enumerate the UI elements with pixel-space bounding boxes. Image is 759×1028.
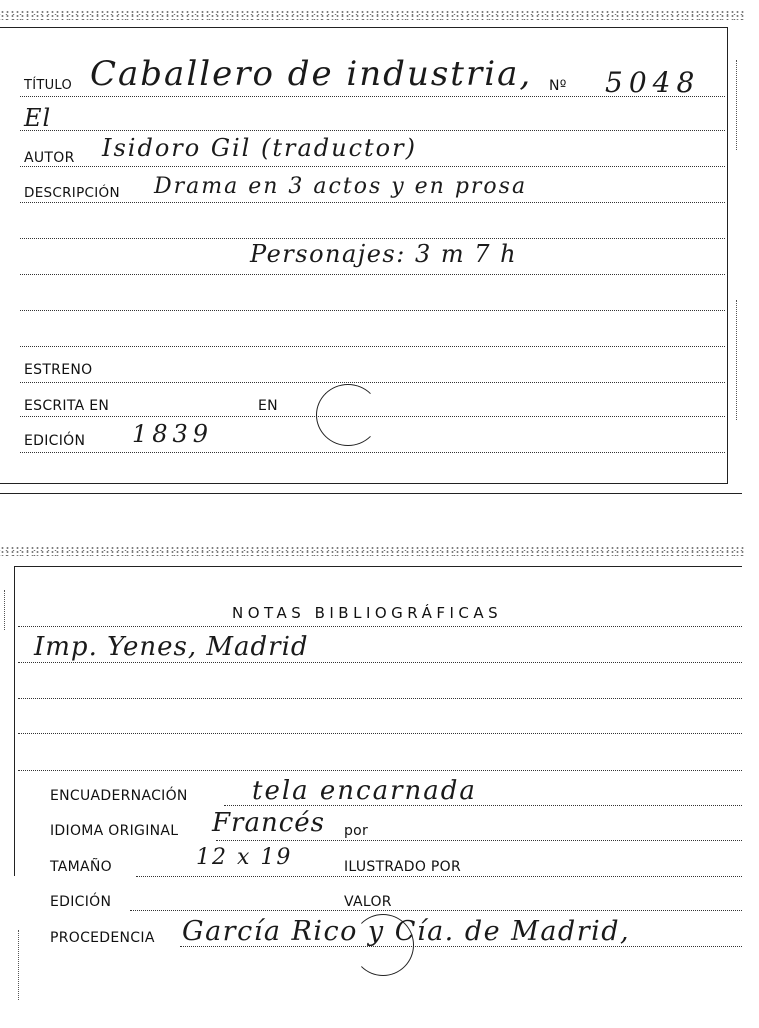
rule-line xyxy=(20,166,725,167)
punch-hole xyxy=(316,384,380,446)
value-edicion: 1839 xyxy=(132,420,214,448)
rule-line xyxy=(18,698,742,699)
label-edicion: EDICIÓN xyxy=(24,433,86,449)
label-titulo: TÍTULO xyxy=(24,78,73,93)
value-numero: 5048 xyxy=(605,66,701,99)
rule-line xyxy=(130,910,742,911)
rule-line xyxy=(20,346,725,347)
value-autor: Isidoro Gil (traductor) xyxy=(102,134,417,162)
label-valor: VALOR xyxy=(344,894,392,910)
rule-line xyxy=(18,733,742,734)
label-por: por xyxy=(344,823,369,839)
label-estreno: ESTRENO xyxy=(24,362,93,378)
rule-line xyxy=(20,274,725,275)
value-titulo: Caballero de industria, xyxy=(90,54,533,94)
scan-speck xyxy=(18,930,21,1000)
value-personajes: Personajes: 3 m 7 h xyxy=(250,240,518,268)
card-front-right-border xyxy=(727,27,728,483)
page-separator xyxy=(0,493,742,494)
scan-edge-top xyxy=(0,546,745,556)
label-procedencia: PROCEDENCIA xyxy=(50,930,155,946)
rule-line xyxy=(20,310,725,311)
label-en: EN xyxy=(258,398,278,414)
card-front-bottom-border xyxy=(0,483,728,484)
rule-line xyxy=(18,770,742,771)
rule-line xyxy=(20,202,725,203)
card-back-top-border xyxy=(14,566,742,567)
label-edicion-back: EDICIÓN xyxy=(50,894,112,910)
scan-speck xyxy=(736,300,739,420)
rule-line xyxy=(18,662,742,663)
label-autor: AUTOR xyxy=(24,150,75,166)
rule-line xyxy=(20,238,725,239)
rule-line xyxy=(18,626,742,627)
value-idioma-original: Francés xyxy=(212,808,326,838)
card-front-top-border xyxy=(0,27,728,28)
punch-hole xyxy=(352,914,414,976)
value-notas: Imp. Yenes, Madrid xyxy=(34,632,309,662)
card-back-left-border xyxy=(14,566,15,876)
value-procedencia: García Rico y Cía. de Madrid, xyxy=(182,916,631,947)
value-tamano: 12 x 19 xyxy=(196,845,293,870)
label-tamano: TAMAÑO xyxy=(50,859,112,875)
scan-speck xyxy=(4,590,7,630)
scan-speck xyxy=(736,60,739,150)
label-descripcion: DESCRIPCIÓN xyxy=(24,185,120,201)
label-escrita-en: ESCRITA EN xyxy=(24,398,110,414)
label-ilustrado-por: ILUSTRADO POR xyxy=(344,859,461,875)
value-encuadernacion: tela encarnada xyxy=(252,776,477,806)
value-descripcion: Drama en 3 actos y en prosa xyxy=(154,174,528,199)
rule-line xyxy=(20,130,725,131)
notas-heading: NOTAS BIBLIOGRÁFICAS xyxy=(232,604,503,622)
value-article: El xyxy=(24,104,52,132)
label-numero: Nº xyxy=(549,78,567,94)
scan-edge-top xyxy=(0,10,745,20)
rule-line xyxy=(216,840,742,841)
rule-line xyxy=(136,876,742,877)
rule-line xyxy=(20,382,725,383)
label-encuadernacion: ENCUADERNACIÓN xyxy=(50,788,188,804)
label-idioma-original: IDIOMA ORIGINAL xyxy=(50,823,179,839)
rule-line xyxy=(20,452,725,453)
